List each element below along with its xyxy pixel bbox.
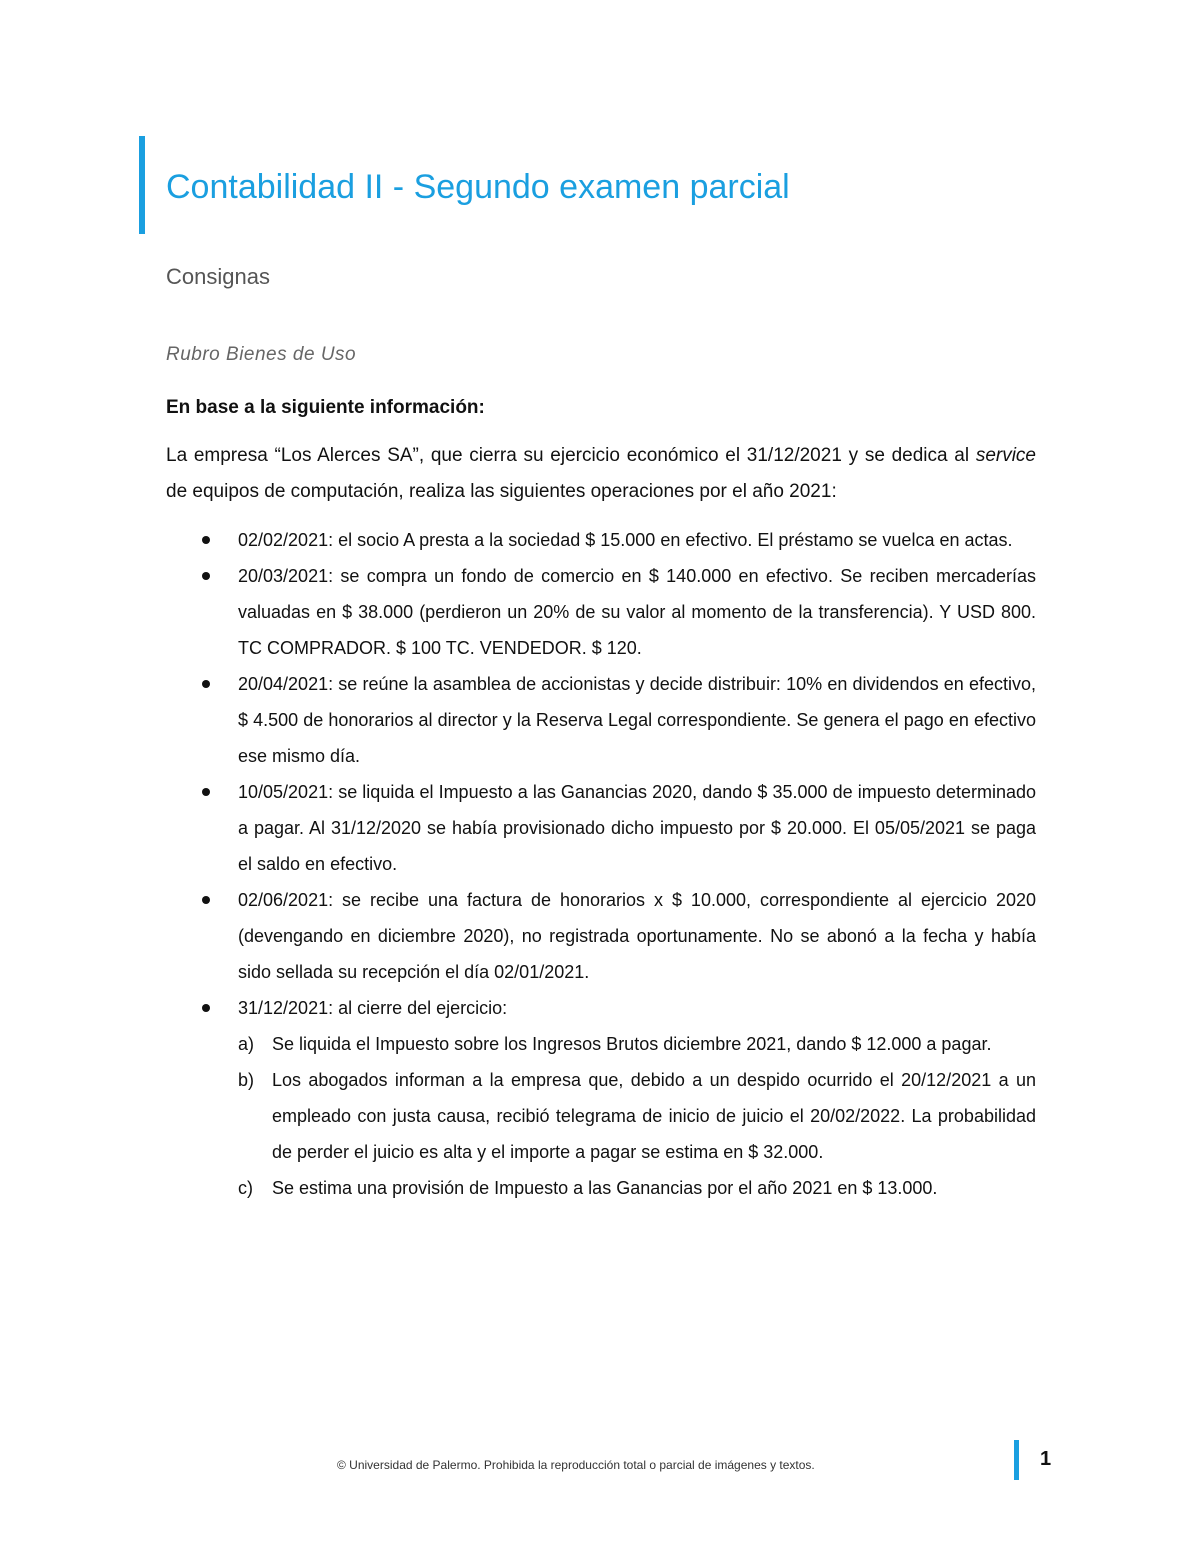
bullet-icon bbox=[202, 1004, 210, 1012]
intro-emphasis: service bbox=[975, 445, 1036, 466]
operations-list bbox=[166, 522, 1036, 1206]
intro-paragraph: La empresa “Los Alerces SA”, que cierra su ejercicio económico el 31/12/2021 y se dedica al service de equipos de computación, realiza las siguientes operaciones por el año 2021: bbox=[166, 445, 1036, 502]
bullet-icon bbox=[202, 896, 210, 904]
footer-copyright: © Universidad de Palermo. Prohibida la reproducción total o parcial de imágenes y textos. bbox=[337, 1458, 815, 1472]
list-item: 20/04/2021: se reúne la asamblea de accionistas y decide distribuir: 10% en dividendos en efectivo, $ 4.500 de honorarios al director y la Reserva Legal correspondiente. Se genera el pago en efectivo ese mismo día. bbox=[166, 666, 1036, 774]
page-number: 1 bbox=[1040, 1448, 1052, 1470]
bullet-icon bbox=[202, 572, 210, 580]
title-accent-bar bbox=[139, 136, 145, 234]
list-item: 20/03/2021: se compra un fondo de comercio en $ 140.000 en efectivo. Se reciben mercaderías valuadas en $ 38.000 (perdieron un 20% de su valor al momento de la transferencia). Y USD 800. TC COMPRADOR. $ 100 TC. VENDEDOR. $ 120. bbox=[166, 558, 1036, 666]
list-item: 02/06/2021: se recibe una factura de honorarios x $ 10.000, correspondiente al ejercicio 2020 (devengando en diciembre 2020), no registrada oportunamente. No se abonó a la fecha y había sido sellada su recepción el día 02/01/2021. bbox=[166, 882, 1036, 990]
sub-item-letter: a) bbox=[238, 1034, 255, 1054]
list-item: 02/02/2021: el socio A presta a la sociedad $ 15.000 en efectivo. El préstamo se vuelca en actas. bbox=[166, 522, 1036, 558]
sub-list-item: a) Se liquida el Impuesto sobre los Ingresos Brutos diciembre 2021, dando $ 12.000 a pagar. bbox=[238, 1026, 1036, 1062]
sub-item-letter: c) bbox=[238, 1178, 253, 1198]
sub-item-letter: b) bbox=[238, 1070, 255, 1090]
section-label: Rubro Bienes de Uso bbox=[166, 344, 357, 365]
footer-accent-bar bbox=[1014, 1440, 1019, 1480]
sub-list-item: b) Los abogados informan a la empresa que, debido a un despido ocurrido el 20/12/2021 a un empleado con justa causa, recibió telegrama de inicio de juicio el 20/02/2022. La probabilidad de perder el juicio es alta y el importe a pagar se estima en $ 32.000. bbox=[238, 1062, 1036, 1170]
list-item: 10/05/2021: se liquida el Impuesto a las Ganancias 2020, dando $ 35.000 de impuesto determinado a pagar. Al 31/12/2020 se había provisionado dicho impuesto por $ 20.000. El 05/05/2021 se paga el saldo en efectivo. bbox=[166, 774, 1036, 882]
sub-list-item: c) Se estima una provisión de Impuesto a las Ganancias por el año 2021 en $ 13.000. bbox=[238, 1170, 1036, 1206]
bullet-icon bbox=[202, 680, 210, 688]
instructions-heading: En base a la siguiente información: bbox=[166, 397, 485, 418]
bullet-icon bbox=[202, 536, 210, 544]
list-item: 31/12/2021: al cierre del ejercicio: a) Se liquida el Impuesto sobre los Ingresos Brutos diciembre 2021, dando $ 12.000 a pagar. b) Los abogados informan a la empresa que, debido a un despido ocurrido el 20/12/2021 a un empleado con justa causa, recibió telegrama de inicio de juicio el 20/02/2022. La probabilidad de perder el juicio es alta y el importe a pagar se estima en $ 32.000. c) Se estima una provisión de Impuesto a las Ganancias por el año 2021 en $ 13.000. bbox=[166, 990, 1036, 1206]
page-title: Contabilidad II - Segundo examen parcial bbox=[166, 168, 790, 206]
section-subtitle: Consignas bbox=[166, 264, 270, 289]
closing-sub-list bbox=[238, 1026, 1036, 1206]
bullet-icon bbox=[202, 788, 210, 796]
